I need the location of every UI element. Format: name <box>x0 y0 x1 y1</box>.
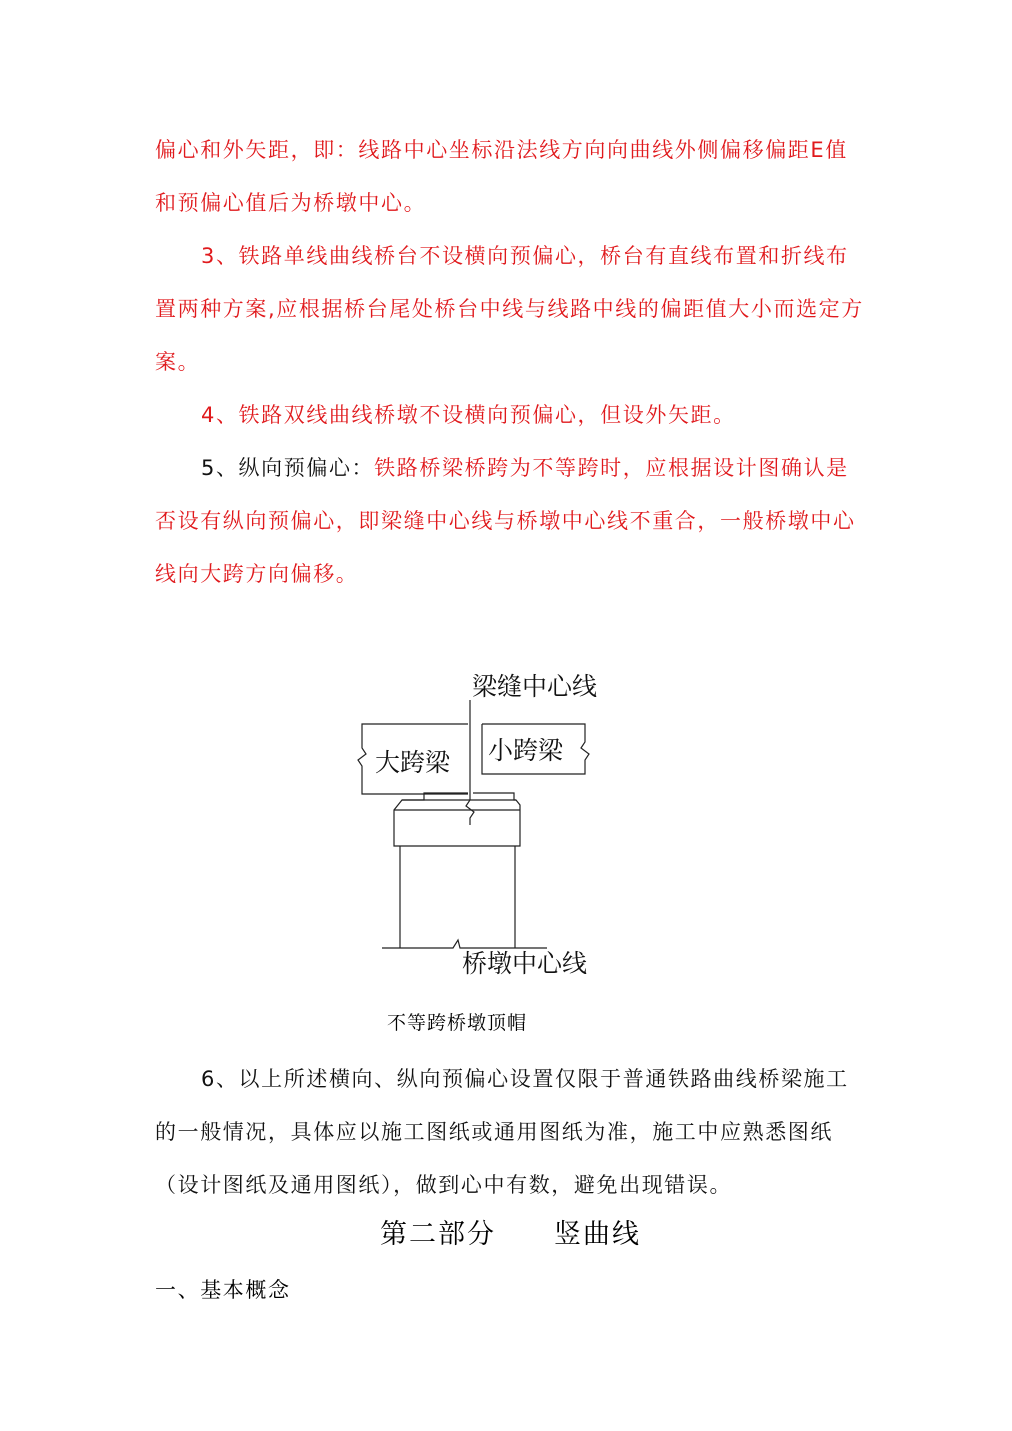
paragraph-4: 4、铁路双线曲线桥墩不设横向预偏心，但设外矢距。 <box>201 403 736 427</box>
paragraph-3: 3、铁路单线曲线桥台不设横向预偏心，桥台有直线布置和折线布置两种方案,应根据桥台尾处桥台中线与线路中线的偏距值大小而选定方案。 <box>155 244 864 374</box>
paragraph-5-prefix: 5、纵向预偏心： <box>201 456 375 480</box>
pier-cap-diagram <box>340 660 640 980</box>
section-heading: 第二部分 竖曲线 <box>380 1219 641 1250</box>
paragraph-1: 偏心和外矢距，即：线路中心坐标沿法线方向向曲线外侧偏移偏距E值和预偏心值后为桥墩中心。 <box>155 138 848 215</box>
figure-caption: 不等跨桥墩顶帽 <box>387 1012 528 1034</box>
label-small-span: 小跨梁 <box>488 736 564 765</box>
paragraph-5 <box>155 442 865 601</box>
label-big-span: 大跨梁 <box>375 748 451 777</box>
joint-center-line <box>466 700 474 825</box>
label-joint-center: 梁缝中心线 <box>472 672 598 701</box>
paragraph-6: 6、以上所述横向、纵向预偏心设置仅限于普通铁路曲线桥梁施工的一般情况，具体应以施工图纸或通用图纸为准，施工中应熟悉图纸（设计图纸及通用图纸），做到心中有数，避免出现错误。 <box>155 1067 849 1197</box>
subheading: 一、基本概念 <box>155 1278 291 1302</box>
pier-base-line <box>382 940 547 948</box>
label-pier-center: 桥墩中心线 <box>462 949 588 978</box>
bearing-step-right <box>473 793 516 800</box>
paragraph-5-body: 铁路桥梁桥跨为不等跨时，应根据设计图确认是否设有纵向预偏心，即梁缝中心线与桥墩中心线不重合，一般桥墩中心线向大跨方向偏移。 <box>155 456 856 586</box>
pier-cap <box>394 800 520 846</box>
